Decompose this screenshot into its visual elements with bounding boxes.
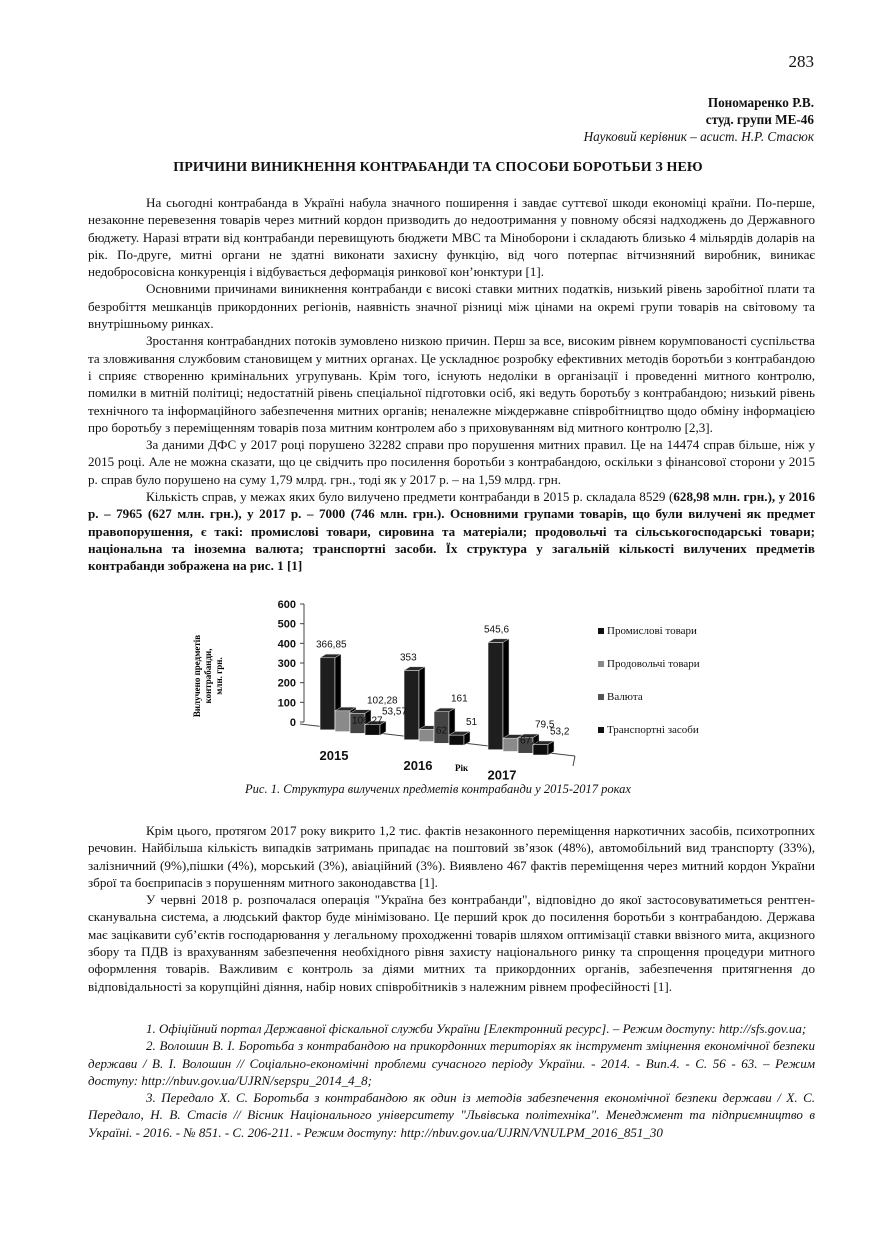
- legend-swatch: [598, 694, 604, 700]
- bar: [419, 729, 434, 741]
- data-label: 161: [451, 693, 468, 705]
- author-group: студ. групи МЕ-46: [705, 112, 814, 127]
- x-tick-label: 2017: [487, 767, 517, 781]
- y-tick-label: 200: [277, 677, 296, 690]
- reference-item: 1. Офіційний портал Державної фіскальної служби України [Електронний ресурс]. – Режим доступу: http://sfs.gov.ua;: [146, 1021, 807, 1036]
- bar-chart-svg: [170, 596, 750, 781]
- reference-item: 2. Волошин В. І. Боротьба з контрабандою на прикордонних територіях як інструмент зміцнення економічної безпеки держави / В. І. Волошин // Соціально-економічні проблеми сучасного періоду України. - 2014. - Вип.4. - С. 56 - 63. – Режим доступу: http://nbuv.gov.ua/UJRN/sepspu_2014_4_8;: [88, 1038, 815, 1088]
- legend-swatch: [598, 661, 604, 667]
- data-label: 51: [466, 717, 478, 729]
- bar: [404, 670, 419, 739]
- supervisor: Науковий керівник – асист. Н.Р. Стасюк: [583, 129, 814, 144]
- figure-caption: Рис. 1. Структура вилучених предметів контрабанди у 2015-2017 роках: [245, 782, 631, 796]
- x-axis-edge: [573, 756, 575, 766]
- y-tick-label: 500: [277, 618, 296, 631]
- page-number: 283: [788, 52, 814, 71]
- y-axis-label-line: млн. грн.: [214, 657, 224, 695]
- data-label: 353: [400, 652, 417, 664]
- reference-item: 3. Передало Х. С. Боротьба з контрабандою як один із методів забезпечення економічної безпеки держави / Х. С. Передало, Н. В. Стасів // Вісник Національного університету "Львівська політехніка". Менеджмент та підприємництво в Україні. - 2016. - № 851. - С. 206-211. - Режим доступу: http://nbuv.gov.ua/UJRN/VNULPM_2016_851_30: [88, 1090, 815, 1140]
- data-label: 102,28: [367, 695, 398, 707]
- bar: [503, 738, 518, 751]
- data-label: 366,85: [316, 639, 347, 651]
- y-tick-label: 300: [277, 658, 296, 670]
- legend-swatch: [598, 628, 604, 634]
- legend-entry: Валюта: [607, 691, 643, 703]
- data-label: 106,27: [352, 715, 383, 727]
- paragraph: За даними ДФС у 2017 році порушено 32282 справи про порушення митних правил. Це на 14474 справ більше, ніж у 2015 році. Але не можна сказати, що це свідчить про посилення боротьби з контрабандою, оскільки з фінансової сторони у 2015 р. справ було порушено на суму 1,79 млрд. грн., тоді як у 2017 р. – на 1,59 млрд. грн.: [88, 437, 815, 487]
- chart-bars: [320, 639, 554, 755]
- x-axis-label: Рік: [455, 763, 469, 773]
- y-tick-label: 100: [277, 697, 296, 710]
- data-label: 67,8: [520, 735, 540, 747]
- legend-entry: Продовольчі товари: [607, 658, 700, 670]
- bar: [488, 642, 503, 749]
- paragraph-normal-part: Кількість справ, у межах яких було вилучено предмети контрабанди в 2015 р. складала 8529 (: [146, 489, 674, 505]
- author-block: [584, 94, 814, 145]
- paragraph-mixed: [88, 488, 815, 574]
- paragraph: Зростання контрабандних потоків зумовлено низкою причин. Перш за все, високим рівнем корумпованості суспільства та зловживання службовим становищем у митних органах. Це ускладнює розробку ефективних методів боротьби з контрабандою і сприяє створенню кримінальних угрупувань. Крім того, існують недоліки в організації і проведенні митного контролю, помилки в митній політиці; недостатній рівень спеціальної підготовки осіб, які ведуть боротьбу з контрабандою; низький рівень технічного та інформаційного забезпечення митних органів; неналежне міждержавне співробітництво щодо обміну інформацією про боротьбу з переміщенням товарів поза митним контролем або з приховуванням від митного контролю [2,3].: [88, 333, 815, 435]
- author-name: Пономаренко Р.В.: [707, 95, 814, 110]
- legend-entry: Промислові товари: [607, 625, 697, 637]
- data-label: 545,6: [484, 624, 510, 636]
- paragraph-bold-part: 628,98 млн. грн.), у 2016 р. – 7965 (627 млн. грн.), у 2017 р. – 7000 (746 млн. грн.). Основними групами товарів, що були вилучені як предмет правопорушення, є такі: промислові товари, сировина та матеріали; продовольчі та сільськогосподарські товари; національна та іноземна валюта; транспортні засоби. Їх структура у загальній кількості вилучених предметів контрабанди зображена на рис. 1 [1]: [88, 489, 815, 574]
- chart-legend: [598, 625, 700, 736]
- data-label: 53,2: [550, 726, 570, 738]
- figure-chart: [170, 596, 750, 781]
- references: [88, 1020, 815, 1141]
- bar: [320, 658, 335, 730]
- paragraph: Основними причинами виникнення контрабанди є високі ставки митних податків, низький рівень заробітної плати та безробіття мешканців прикордонних регіонів, наявність значної різниці між цінами на окремі групи товарів на світовому та внутрішньому ринках.: [88, 281, 815, 332]
- data-label: 79,5: [535, 719, 555, 731]
- paragraph: Крім цього, протягом 2017 року викрито 1,2 тис. фактів незаконного переміщення наркотичних засобів, психотропних речовин. Найбільша кількість випадків затримань припадає на поштовий зв’язок (48%), автомобільний вид транспорту (33%), залізничний (9%),пішки (4%), морський (3%), авіаційний (3%). Виявлено 467 фактів переміщення через митний кордон України зброї та боєприпасів з порушенням митного законодавства [1].: [88, 823, 815, 890]
- y-axis-label: [192, 635, 224, 717]
- x-tick-label: 2015: [319, 747, 349, 763]
- data-label: 53,57: [382, 706, 408, 718]
- paragraph: На сьогодні контрабанда в Україні набула значного поширення і завдає суттєвої шкоди економіці країни. По-перше, незаконне перевезення товарів через митний кордон призводить до недоотримання у повному обсязі надходжень до Державного бюджету. Наразі втрати від контрабанди перевищують бюджети МВС та Міноборони і складають близько 4 мільярдів доларів на рік. По-друге, митні органи не здатні виконати захисну функцію, від чого потерпає вітчизняний виробник, виникає недобросовісна конкуренція і відбувається деформація ринкової кон’юнктури [1].: [88, 195, 815, 280]
- body-before-chart: [88, 194, 815, 575]
- y-tick-label: 400: [277, 638, 296, 651]
- paragraph: У червні 2018 р. розпочалася операція "Україна без контрабанди", відповідно до якої застосовуватиметься рентген-сканувальна система, а людський фактор буде мінімізовано. Це перший крок до посилення боротьби з контрабандою. Держава має зацікавити суб’єктів господарювання у легальному проходженні товарів шляхом оптимізації ставки ввізного мита, акцизного збору та ПДВ із врахуванням забезпечення необхідного рівня захисту національного ринку та спрощення процедури митного оформлення товарів. Важливим є контроль за діями митних та прикордонних органів, забезпечення притягнення до відповідальності за корупційні діяння, набір нових співробітників з належним рівнем професійності [1].: [88, 892, 815, 994]
- bar-side: [503, 639, 509, 750]
- data-label: 62: [436, 725, 448, 737]
- bar: [335, 711, 350, 732]
- article-title: ПРИЧИНИ ВИНИКНЕННЯ КОНТРАБАНДИ ТА СПОСОБИ БОРОТЬБИ З НЕЮ: [173, 160, 703, 175]
- y-axis-label-line: контрабанди,: [203, 648, 213, 704]
- legend-swatch: [598, 727, 604, 733]
- body-after-chart: [88, 822, 815, 995]
- bar: [449, 735, 464, 745]
- legend-entry: Транспортні засоби: [607, 724, 699, 736]
- y-tick-label: 600: [277, 599, 296, 611]
- x-tick-label: 2016: [403, 757, 433, 773]
- y-axis-label-line: Вилучено предметів: [192, 634, 202, 718]
- y-tick-label: 0: [289, 717, 296, 729]
